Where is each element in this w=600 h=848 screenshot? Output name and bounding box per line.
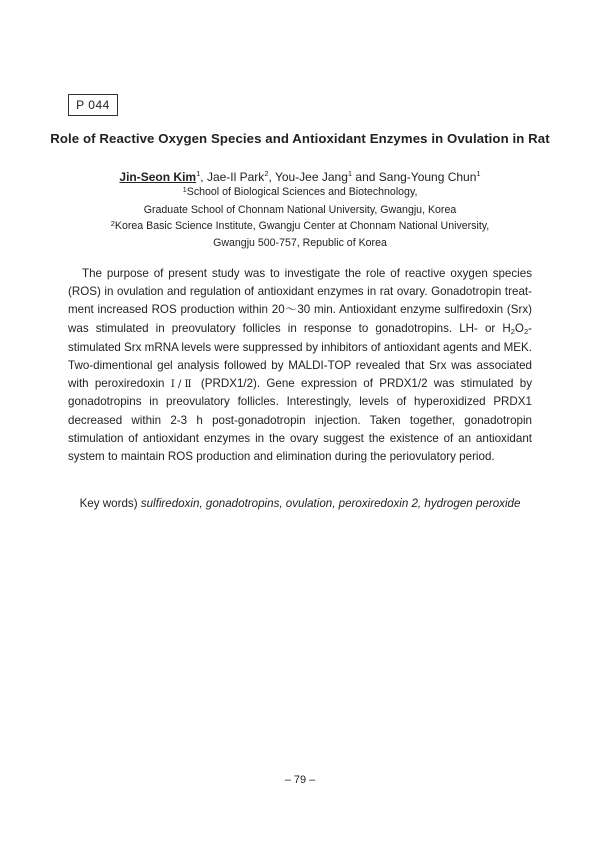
poster-id-box [68, 94, 118, 116]
affiliation-1-line-1 [40, 186, 560, 198]
author-affil-mark: 1 [476, 169, 481, 178]
abstract-text: O [514, 321, 524, 335]
affiliation-text: Korea Basic Science Institute, Gwangju Center at Chonnam National University, [114, 220, 490, 232]
affiliation-text: School of Biological Sciences and Biotechnology, [186, 186, 418, 198]
abstract-body [68, 265, 532, 466]
abstract-text: The purpose of present study was to investigate the role of reactive oxygen species (ROS) in ovulation and regulation of antioxidant enzymes in rat ovary. Gonadotropin treatment increased ROS production within 20～30 min. Antioxidant enzyme sulfiredoxin (Srx) was stimulated in preovulatory follicles in response to gonadotropins. LH- or H [68, 267, 532, 335]
author-affil-mark: 1 [347, 169, 353, 178]
author-separator: , [200, 170, 207, 184]
subscript: 2 [510, 326, 515, 336]
poster-id: P 044 [76, 98, 110, 112]
keywords-line [68, 497, 532, 510]
roman-numerals: Ⅰ/Ⅱ [170, 378, 195, 391]
page-number: – 79 – [284, 774, 316, 786]
keywords-label: Key words) [79, 497, 141, 510]
subscript: 2 [523, 326, 529, 336]
author-separator: and [352, 170, 379, 184]
first-author: Jin-Seon Kim [119, 170, 197, 184]
affiliation-2-line-2: Gwangju 500-757, Republic of Korea [213, 237, 387, 249]
paper-title: Role of Reactive Oxygen Species and Antioxidant Enzymes in Ovulation in Rat [50, 131, 550, 146]
affiliation-mark: 2 [110, 219, 115, 228]
author-name: Jae-Il Park [206, 170, 265, 184]
author-name: Sang-Young Chun [378, 170, 477, 184]
abstract-text: -stimulated Srx mRNA levels were suppressed by inhibitors of antioxidant agents and MEK. Two-dimentional gel analysis followed by MALDI-TOP revealed that Srx was associated with peroxiredoxin [68, 321, 532, 391]
author-name: You-Jee Jang [274, 170, 348, 184]
keywords-terms: sulfiredoxin, gonadotropins, ovulation, peroxiredoxin 2, hydrogen peroxide [140, 497, 521, 510]
author-separator: , [268, 170, 275, 184]
affiliation-1-line-2: Graduate School of Chonnam National University, Gwangju, Korea [143, 204, 457, 216]
author-list [40, 170, 560, 184]
affiliation-2-line-1 [40, 220, 560, 232]
abstract-text: (PRDX1/2). Gene expression of PRDX1/2 was stimulated by gonadotropins in preovulatory follicles. Interestingly, levels of hyperoxidized PRDX1 decreased within 2-3 h post-gonadotropin injection. Taken together, gonadotropin stimulation of antioxidant enzymes in the ovary suggest the existence of an antioxidant system to maintain ROS production and elimination during the periovulatory period. [68, 377, 532, 464]
affiliation-mark: 1 [182, 185, 187, 194]
author-affil-mark: 2 [264, 169, 269, 178]
author-affil-mark: 1 [196, 169, 201, 178]
